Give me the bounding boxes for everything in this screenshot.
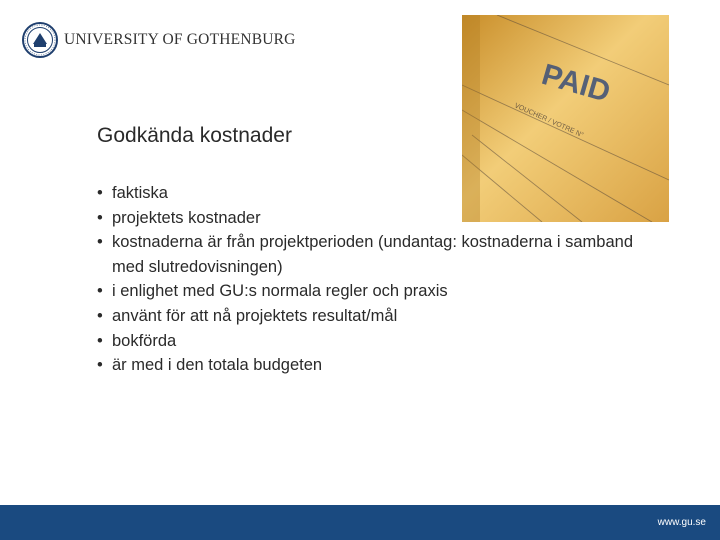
bullet-text: projektets kostnader: [112, 208, 261, 227]
bullet-text: kostnaderna är från projektperioden (undantag: kostnaderna i samband med slutredovisningen): [112, 233, 634, 276]
list-item: [97, 304, 657, 329]
paid-stamp: PAID: [538, 58, 614, 109]
university-logo: [22, 20, 296, 60]
list-item: [97, 181, 657, 206]
bullet-text: faktiska: [112, 184, 168, 202]
bullet-list: [97, 181, 657, 378]
bullet-icon: •: [97, 184, 103, 202]
bullet-text: i enlighet med GU:s normala regler och praxis: [112, 282, 448, 301]
bullet-text: bokförda: [112, 331, 177, 350]
bullet-icon: •: [97, 356, 103, 375]
list-item: [97, 279, 657, 304]
bullet-icon: •: [97, 208, 103, 227]
bullet-text: är med i den totala budgeten: [112, 356, 323, 375]
logo-text: UNIVERSITY OF GOTHENBURG: [64, 31, 296, 48]
list-item: [97, 230, 657, 279]
slide-title: Godkända kostnader: [97, 124, 292, 147]
footer-bar: [0, 505, 720, 540]
list-item: [97, 353, 657, 378]
bullet-icon: •: [97, 233, 103, 252]
voucher-caption: VOUCHER / VOTRE N°: [513, 102, 585, 140]
list-item: [97, 206, 657, 231]
bullet-icon: •: [97, 331, 103, 350]
footer-url-link[interactable]: www.gu.se: [657, 517, 706, 528]
bullet-text: använt för att nå projektets resultat/mål: [112, 306, 398, 325]
university-seal-icon: [22, 22, 58, 58]
bullet-icon: •: [97, 306, 103, 325]
bullet-icon: •: [97, 282, 103, 301]
list-item: [97, 329, 657, 354]
